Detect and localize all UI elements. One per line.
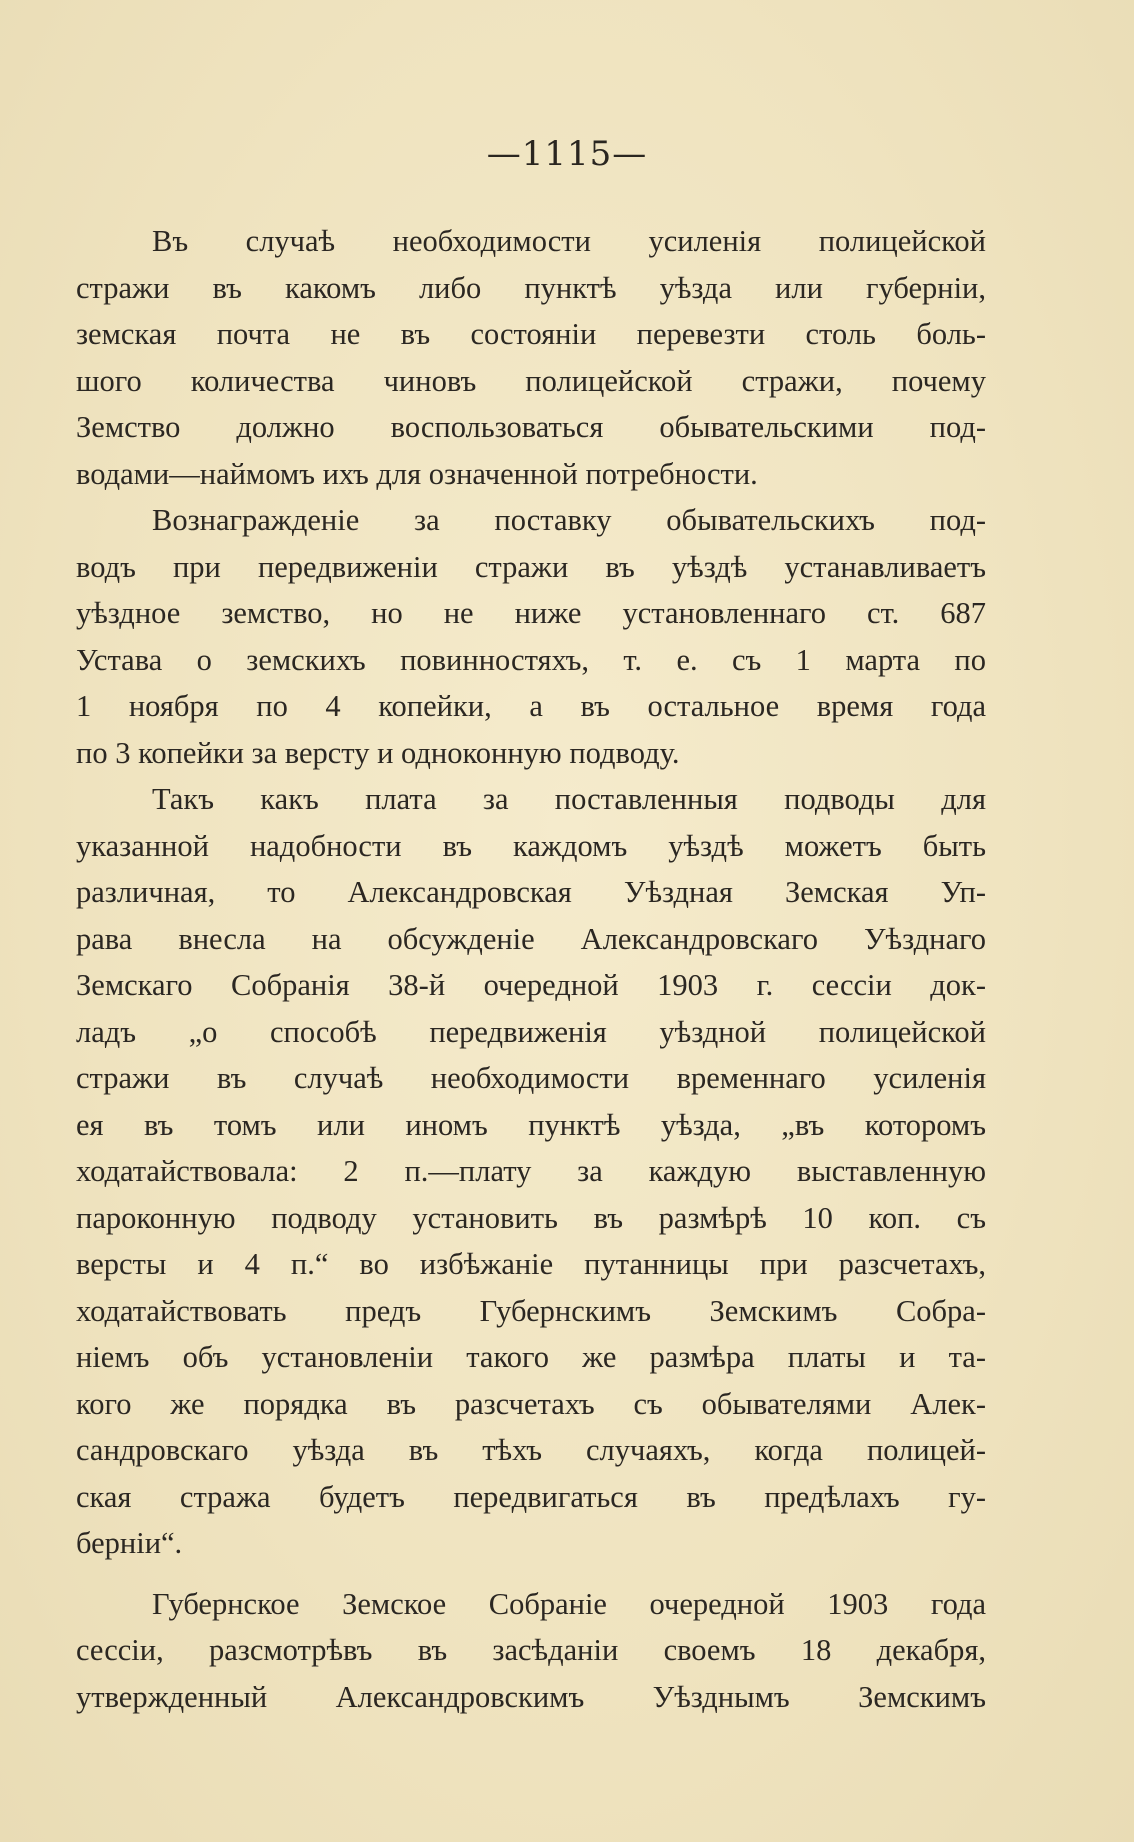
text-line: стражи въ какомъ либо пунктѣ уѣзда или губерніи, <box>76 270 986 305</box>
text-line: земская почта не въ состояніи перевезти столь боль- <box>76 317 986 351</box>
text-line: версты и 4 п.“ во избѣжаніе путанницы при разсчетахъ, <box>76 1247 986 1281</box>
text-line: Земство должно воспользоваться обывательскими под- <box>76 410 986 444</box>
text-line: Губернское Земское Собраніе очередной 1903 года <box>152 1586 986 1621</box>
text-line: ніемъ объ установленіи такого же размѣра платы и та- <box>76 1340 986 1374</box>
text-line: 1 ноября по 4 копейки, а въ остальное время года <box>76 689 986 723</box>
text-line: ея въ томъ или иномъ пунктѣ уѣзда, „въ которомъ <box>76 1107 986 1142</box>
text-line: стражи въ случаѣ необходимости временнаго усиленія <box>76 1061 986 1095</box>
text-line: ходатайствовала: 2 п.—плату за каждую выставленную <box>76 1154 986 1188</box>
text-line: водами—наймомъ ихъ для означенной потребности. <box>76 456 758 491</box>
text-line: различная, то Александровская Уѣздная Земская Уп- <box>76 875 986 909</box>
page-number: —1115— <box>486 134 648 174</box>
text-line: ская стража будетъ передвигаться въ предѣлахъ гу- <box>76 1479 986 1514</box>
text-line: сандровскаго уѣзда въ тѣхъ случаяхъ, когда полицей- <box>76 1433 986 1467</box>
text-line: шого количества чиновъ полицейской стражи, почему <box>76 363 986 398</box>
text-line: Устава о земскихъ повинностяхъ, т. е. съ 1 марта по <box>76 642 986 677</box>
text-line: водъ при передвиженіи стражи въ уѣздѣ устанавливаетъ <box>76 549 986 584</box>
paragraph-2 <box>76 497 986 776</box>
text-line: пароконную подводу установить въ размѣрѣ 10 коп. съ <box>76 1200 986 1235</box>
text-line: Въ случаѣ необходимости усиленія полицейской <box>152 224 986 258</box>
text-line: уѣздное земство, но не ниже установленнаго ст. 687 <box>76 596 986 630</box>
text-line: Земскаго Собранія 38-й очередной 1903 г. сессіи док- <box>76 968 986 1002</box>
text-line: ладъ „о способѣ передвиженія уѣздной полицейской <box>76 1014 986 1049</box>
paragraph-3 <box>76 776 986 1567</box>
text-line: по 3 копейки за версту и одноконную подводу. <box>76 735 680 770</box>
text-line: Вознагражденіе за поставку обывательскихъ под- <box>152 503 986 537</box>
text-line: ходатайствовать предъ Губернскимъ Земскимъ Собра- <box>76 1293 986 1328</box>
paragraph-gap <box>76 1567 986 1581</box>
text-line: указанной надобности въ каждомъ уѣздѣ можетъ быть <box>76 828 986 863</box>
text-line: сессіи, разсмотрѣвъ въ засѣданіи своемъ 18 декабря, <box>76 1633 986 1667</box>
text-line: кого же порядка въ разсчетахъ съ обывателями Алек- <box>76 1386 986 1421</box>
text-body <box>76 218 986 1720</box>
text-line: утвержденный Александровскимъ Уѣзднымъ Земскимъ <box>76 1679 986 1714</box>
text-line: рава внесла на обсужденіе Александровскаго Уѣзднаго <box>76 921 986 956</box>
text-line: Такъ какъ плата за поставленныя подводы для <box>152 782 986 816</box>
text-line: берніи“. <box>76 1526 183 1560</box>
paragraph-1 <box>76 218 986 497</box>
paragraph-4 <box>76 1581 986 1721</box>
